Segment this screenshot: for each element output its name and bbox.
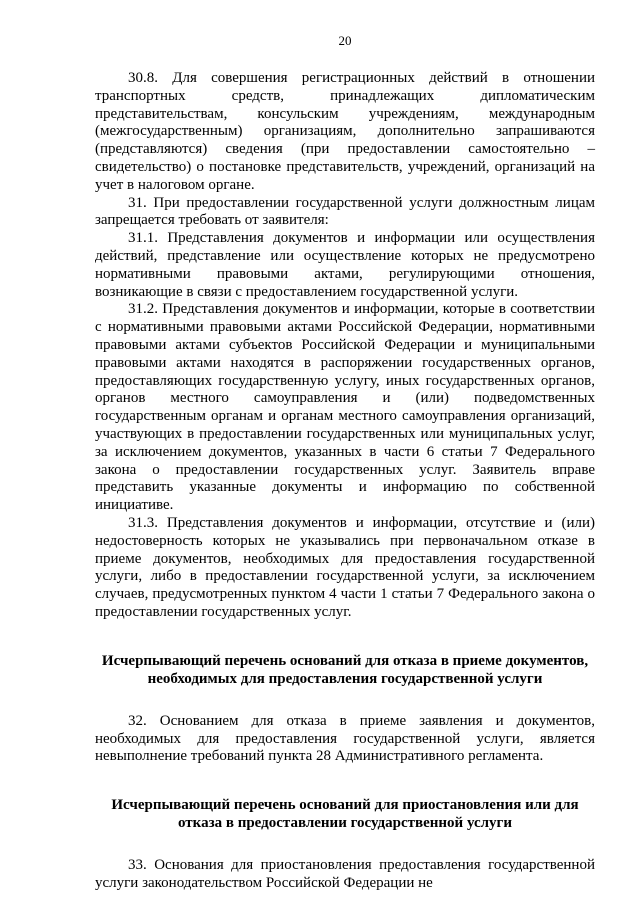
paragraph-32: 32. Основанием для отказа в приеме заявления и документов, необходимых для предоставления государственной услуги, является невыполнение требований пункта 28 Административного регламента.: [95, 712, 595, 765]
section-c: [95, 857, 595, 893]
paragraph-31-3: 31.3. Представления документов и информации, отсутствие и (или) недостоверность которых не указывались при первоначальном отказе в приеме документов, необходимых для предоставления государственной услуги, либо в предоставлении государственной услуги, за исключением случаев, предусмотренных пунктом 4 части 1 статьи 7 Федерального закона о предоставлении государственных услуг.: [95, 514, 595, 620]
paragraph-30-8: 30.8. Для совершения регистрационных действий в отношении транспортных средств, принадлежащих дипломатическим представительствам, консульским учреждениям, международным (межгосударственным) организациям, дополнительно запрашиваются (представляются) сведения (при предоставлении самостоятельно – свидетельство) о постановке представительств, учреждений, организаций на учет в налоговом органе.: [95, 70, 595, 193]
paragraph-31-2: 31.2. Представления документов и информации, которые в соответствии с нормативными правовыми актами Российской Федерации, нормативными правовыми актами субъектов Российской Федерации и муниципальными правовыми актами находятся в распоряжении государственных органов, предоставляющих государственную услугу, иных государственных органов, органов местного самоуправления и (или) подведомственных государственным органам и органам местного самоуправления организаций, участвующих в предоставлении государственных или муниципальных услуг, за исключением документов, указанных в части 6 статьи 7 Федерального закона о предоставлении государственных услуг. Заявитель вправе представить указанные документы и информацию по собственной инициативе.: [95, 301, 595, 514]
paragraph-31-1: 31.1. Представления документов и информации или осуществления действий, представление или осуществление которых не предусмотрено нормативными правовыми актами, регулирующими отношения, возникающие в связи с предоставлением государственной услуги.: [95, 230, 595, 300]
paragraph-33: 33. Основания для приостановления предоставления государственной услуги законодательством Российской Федерации не: [95, 857, 595, 891]
paragraph-31: 31. При предоставлении государственной услуги должностным лицам запрещается требовать от заявителя:: [95, 194, 595, 229]
heading-suspension-or-refusal: Исчерпывающий перечень оснований для приостановления или для отказа в предоставлении государственной услуги: [111, 797, 579, 832]
section-b: [95, 713, 595, 766]
heading-refusal-to-accept-documents: Исчерпывающий перечень оснований для отказа в приеме документов, необходимых для предоставления государственной услуги: [101, 652, 589, 687]
section-a: [95, 70, 595, 622]
page-number: 20: [338, 33, 352, 48]
